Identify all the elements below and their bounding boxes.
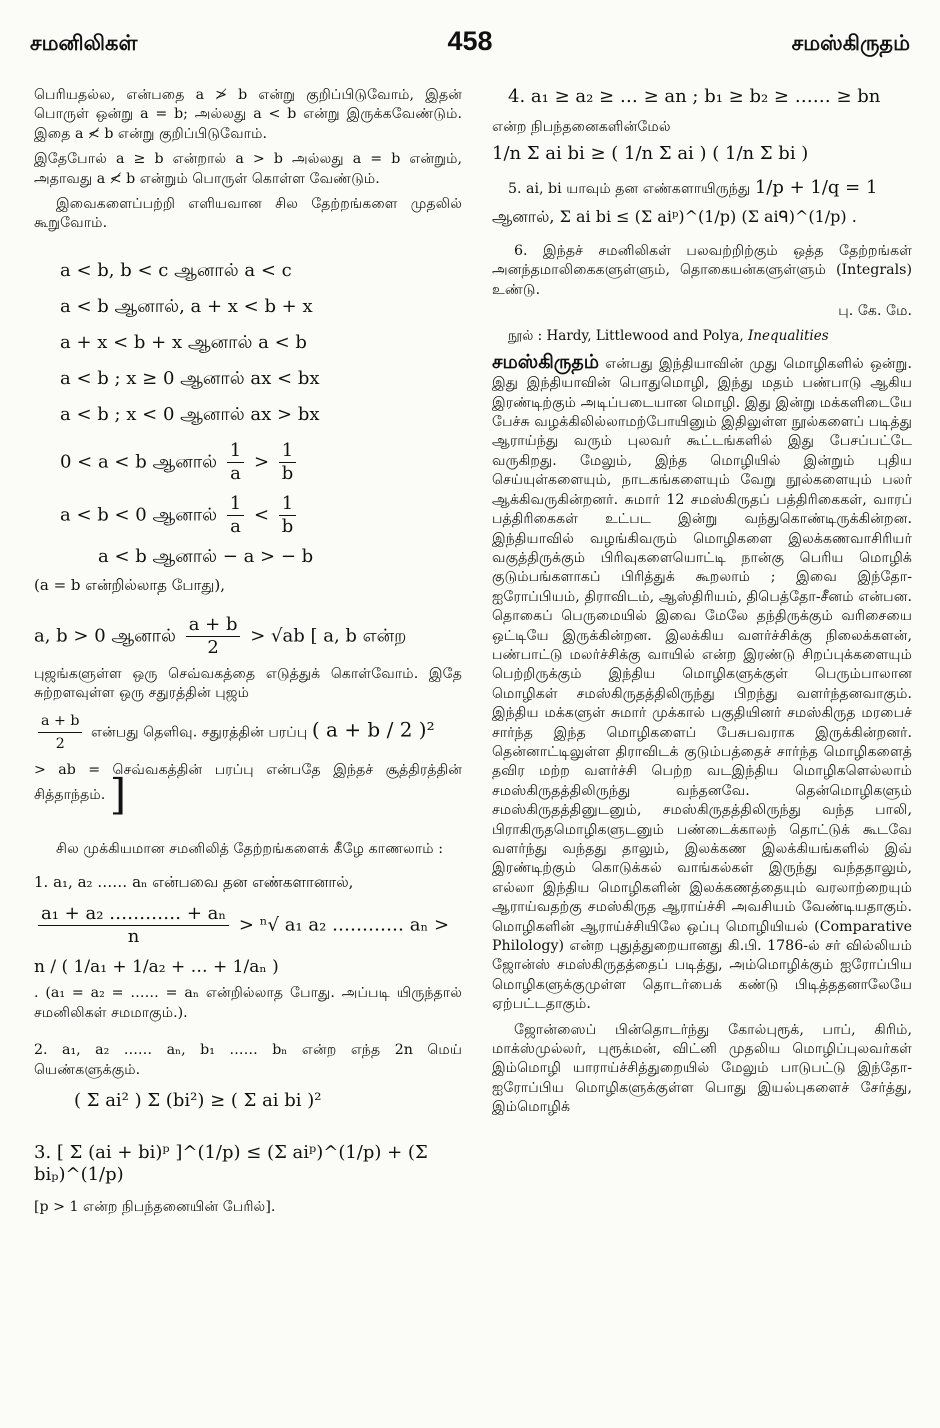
fraction-1-over-a: $\frac{1}{a}$	[227, 440, 244, 485]
running-head-right: சமஸ்கிருதம்	[791, 30, 910, 55]
rule-6	[60, 440, 462, 485]
running-head-left: சமனிலிகள்	[30, 30, 138, 55]
intro-paragraph-1: பெரியதல்ல, என்பதை a ≯ b என்று குறிப்பிடுவோம், இதன் பொருள் ஒன்று a = b; அல்லது a < b என்று இருக்கவேண்டும். இதை a ≮ b என்று குறிப்பிடுவோம்.	[34, 87, 462, 142]
theorem-1-condition-note: . (a₁ = a₂ = …… = aₙ என்றில்லாத போது. அப்படி யிருந்தால் சமனிலிகள் சமமாகும்.).	[34, 985, 462, 1021]
theorem-3-formula: 3. [ Σ (ai + bi)ᵖ ]^(1/p) ≤ (Σ aiᵖ)^(1/p) + (Σ biₚ)^(1/p)	[34, 1142, 428, 1186]
rule-2: a < b ஆனால், a + x < b + x	[60, 295, 313, 317]
theorem-6: 6. இந்தச் சமனிலிகள் பலவற்றிற்கும் ஒத்த தேற்றங்கள் அனந்தமாலிகைகளுள்ளும், தொகையன்களுள்ளும் (Integrals) உண்டு.	[492, 242, 912, 298]
theorem-1-means: $\frac{\text{a₁ + a₂ ………… + aₙ}}{n}$ > ⁿ√ a₁ a₂ ………… aₙ >	[34, 903, 462, 948]
rule-4: a < b ; x ≥ 0 ஆனால் ax < bx	[60, 367, 320, 389]
theorems-intro: சில முக்கியமான சமனிலித் தேற்றங்களைக் கீழே காணலாம் :	[56, 841, 444, 858]
theorem-1	[34, 871, 462, 1023]
bibliography-title: Inequalities	[747, 328, 829, 345]
arithmetic-mean: $\frac{\text{a₁ + a₂ ………… + aₙ}}{n}$	[38, 903, 229, 948]
rule-8: a < b ஆனால் − a > − b	[98, 545, 314, 567]
theorem-4-condition: 4. a₁ ≥ a₂ ≥ … ≥ an ; b₁ ≥ b₂ ≥ …… ≥ bn	[508, 86, 881, 107]
rule-6-gt: >	[253, 451, 270, 473]
theorem-5-lead: 5. ai, bi யாவும் தன எண்களாயிருந்து 1/p + 1/q = 1	[508, 177, 878, 199]
rule-3: a + x < b + x ஆனால் a < b	[60, 331, 307, 353]
theorem-3	[34, 1142, 462, 1217]
fraction-1-over-a: $\frac{1}{a}$	[227, 493, 244, 538]
bibliography-label: நூல் :	[508, 328, 543, 345]
theorem-2-formula: ( Σ ai² ) Σ (bi²) ≥ ( Σ ai bi )²	[74, 1090, 322, 1112]
am-gm-statement: a, b > 0 ஆனால் $\frac{a + b}{2}$ > √ab [ a, b என்ற	[34, 613, 407, 658]
article-author-initials: பு. கே. மே.	[838, 303, 912, 320]
fraction-1-over-b: $\frac{1}{b}$	[279, 493, 296, 538]
square-explanation-3: > ab = செவ்வகத்தின் பரப்பு என்பதே இந்தச் சூத்திரத்தின் சித்தாந்தம். ]	[34, 761, 462, 820]
sanskrit-article-paragraph-1: சமஸ்கிருதம் என்பது இந்தியாவின் முது மொழிகளில் ஒன்று. இது இந்தியாவின் பொதுமொழி, இந்து மதம் பண்பாடு ஆகிய இரண்டிற்கும் அடிப்படையான மொழி. இது இன்று மக்களிடையே பேச்சு வழக்கிலில்லாமற்போயினும் இதிலுள்ள நூல்களைப் படித்து ஆராய்ந்து வரும் புலவர் கூட்டங்களில் இது பேசப்பட்டே வருகிறது. மேலும், இந்த மொழியில் இன்றும் புதிய செய்யுள்களையும், நாடகங்களையும் வேறு நூல்களையும் பலர் ஆக்கிவருகின்றனர். சுமார் 12 சமஸ்கிருதப் பத்திரிகைகள், வாரப் பத்திரிகைகள் உட்பட இன்று வந்துகொண்டிருக்கின்றன. இந்தியாவில் வழங்கிவரும் மொழிகளை இலக்கணவாசிரியர் வகுத்திருக்கும் பிரிவுகளையொட்டி நான்கு பெரிய மொழிக் குடும்பங்களாகப் பிரித்துக் கூறலாம் ; இவை இந்தோ-ஐரோப்பியம், திராவிடம், ஆஸ்திரியம், திபெத்தோ-சீனம் என்பன. தொகைப் பெருமையில் இவை மேலே தந்திருக்கும் வரிசையை ஒட்டியே இருக்கின்றன. இலக்கிய வளர்ச்சிக்கு நிலைக்களன், பண்பாட்டு மலர்ச்சிக்கு வாயில் என்ற இரண்டு சிறப்புக்களையும் பெற்றிருக்கும் இந்திய மொழிகளுக்குள் பெரும்பாலான மொழிகள் சமஸ்கிருதத்திலிருந்து பிறந்து வளர்ந்தனவாகும். இந்திய மக்களுள் சுமார் முக்கால் பகுதியினர் சமஸ்கிருத மரபைச் சார்ந்த இந்த மொழிகளைப் பேசுபவராக இருக்கின்றனர். தென்னாட்டிலுள்ள திராவிடக் குடும்பத்தைச் சார்ந்த மொழிகளைத் தவிர மற்ற வளர்ச்சி பெற்ற வடஇந்திய மொழிகளெல்லாம் சமஸ்கிருதத்திலிருந்து வந்தனவே. தென்மொழிகளும் சமஸ்கிருதத்தினுடனும், சமஸ்கிருதத்திலிருந்து வந்த பாலி, பிராகிருதமொழிகளுடனும் பண்டைக்காலந் தொட்டுக் கூடவே வளர்ந்து வந்தது தாலும், இலக்கண இலக்கியங்களில் இவ் இரண்டிற்கும் கொடுக்கல் வாங்கல்கள் இருந்து வந்ததாலும், எல்லா இந்திய மொழிகளின் இலக்கணத்தையும் வரலாற்றையும் ஆராய்வதற்கு சமஸ்கிருத ஆராய்ச்சி அவசியம் வேண்டியதாகும். மொழிகளின் ஆராய்ச்சியிலே ஒப்பு மொழியியல் (Comparative Philology) என்ற புதுத்துறையானது கி.பி. 1786-ல் சர் வில்லியம் ஜோன்ஸ் சமஸ்கிருதத்தைப் படித்து, அம்மொழிக்கும் ஐரோப்பிய மொழிகளுக்குமுள்ள தொடர்பைக் கண்டு பிடித்ததனாலேயே ஏற்பட்டதாகும்.	[492, 350, 913, 1013]
intro-paragraph-3: இவைகளைப்பற்றி எளியவான சில தேற்றங்களை முதலில் கூறுவோம்.	[34, 196, 462, 232]
theorem-3-condition: [p > 1 என்ற நிபந்தனையின் பேரில்].	[34, 1199, 276, 1216]
closing-bracket: ]	[109, 770, 127, 820]
rule-1: a < b, b < c ஆனால் a < c	[60, 259, 292, 281]
theorem-5-exponent-condition: 1/p + 1/q = 1	[754, 177, 878, 199]
article-title: சமஸ்கிருதம்	[492, 350, 600, 373]
sanskrit-article-paragraph-2: ஜோன்ஸைப் பின்தொடர்ந்து கோல்புரூக், பாப், கிரிம், மாக்ஸ்முல்லர், புரூக்மன், விட்னி முதலிய மொழிப்புலவர்கள் இம்மொழி யாராய்ச்சித்துறையில் மேலும் பாடுபட்டு இந்தோ-ஐரோப்பிய மொழிகளுக்குள்ள பொது இயல்புகளைச் சேர்த்து, இம்மொழிக்	[492, 1021, 912, 1116]
rule-6-condition: 0 < a < b ஆனால்	[60, 451, 218, 473]
square-explanation-2: $\frac{a + b}{2}$ என்பது தெளிவு. சதுரத்தின் பரப்பு ( a + b / 2 )²	[34, 710, 462, 755]
theorem-2-condition: 2. a₁, a₂ …… aₙ, b₁ …… bₙ என்ற எந்த 2n மெய் யெண்களுக்கும்.	[34, 1042, 462, 1078]
left-column	[34, 86, 462, 1224]
theorem-1-harmonic: n / ( 1/a₁ + 1/a₂ + … + 1/aₙ )	[34, 957, 279, 978]
rule-7	[60, 493, 462, 538]
square-area-formula: ( a + b / 2 )²	[311, 717, 435, 742]
square-explanation-1: புஜங்களுள்ள ஒரு செவ்வகத்தை எடுத்துக் கொள்வோம். இதே சுற்றளவுள்ள ஒரு சதுரத்தின் புஜம்	[34, 665, 462, 702]
basic-inequalities	[34, 260, 462, 596]
rule-7-lt: <	[253, 504, 270, 526]
rule-8-note: (a = b என்றில்லாத போது),	[34, 575, 225, 594]
theorem-4-lead: என்ற நிபந்தனைகளின்மேல்	[492, 119, 671, 135]
theorem-1-condition: 1. a₁, a₂ …… aₙ என்பவை தன எண்களானால்,	[34, 873, 354, 892]
half-perimeter-fraction: $\frac{a + b}{2}$	[38, 710, 82, 755]
right-column	[492, 86, 912, 1124]
intro-paragraph-2: இதேபோல் a ≥ b என்றால் a > b அல்லது a = b என்றும், அதாவது a ≮ b என்றும் பொருள் கொள்ள வேண்டும்.	[34, 151, 462, 187]
bibliography	[508, 327, 912, 346]
fraction-1-over-b: $\frac{1}{b}$	[279, 440, 296, 485]
rule-7-condition: a < b < 0 ஆனால்	[60, 504, 218, 526]
theorem-2	[34, 1041, 462, 1112]
theorem-4-formula: 1/n Σ ai bi ≥ ( 1/n Σ ai ) ( 1/n Σ bi )	[492, 143, 809, 165]
am-gm-fraction: $\frac{a + b}{2}$	[186, 614, 241, 659]
page-number: 458	[447, 26, 493, 56]
theorem-5-formula: ஆனால், Σ ai bi ≤ (Σ aiᵖ)^(1/p) (Σ aiᑫ)^(1/p) .	[492, 206, 857, 226]
rule-5: a < b ; x < 0 ஆனால் ax > bx	[60, 403, 320, 425]
bibliography-authors: Hardy, Littlewood and Polya,	[546, 328, 744, 345]
